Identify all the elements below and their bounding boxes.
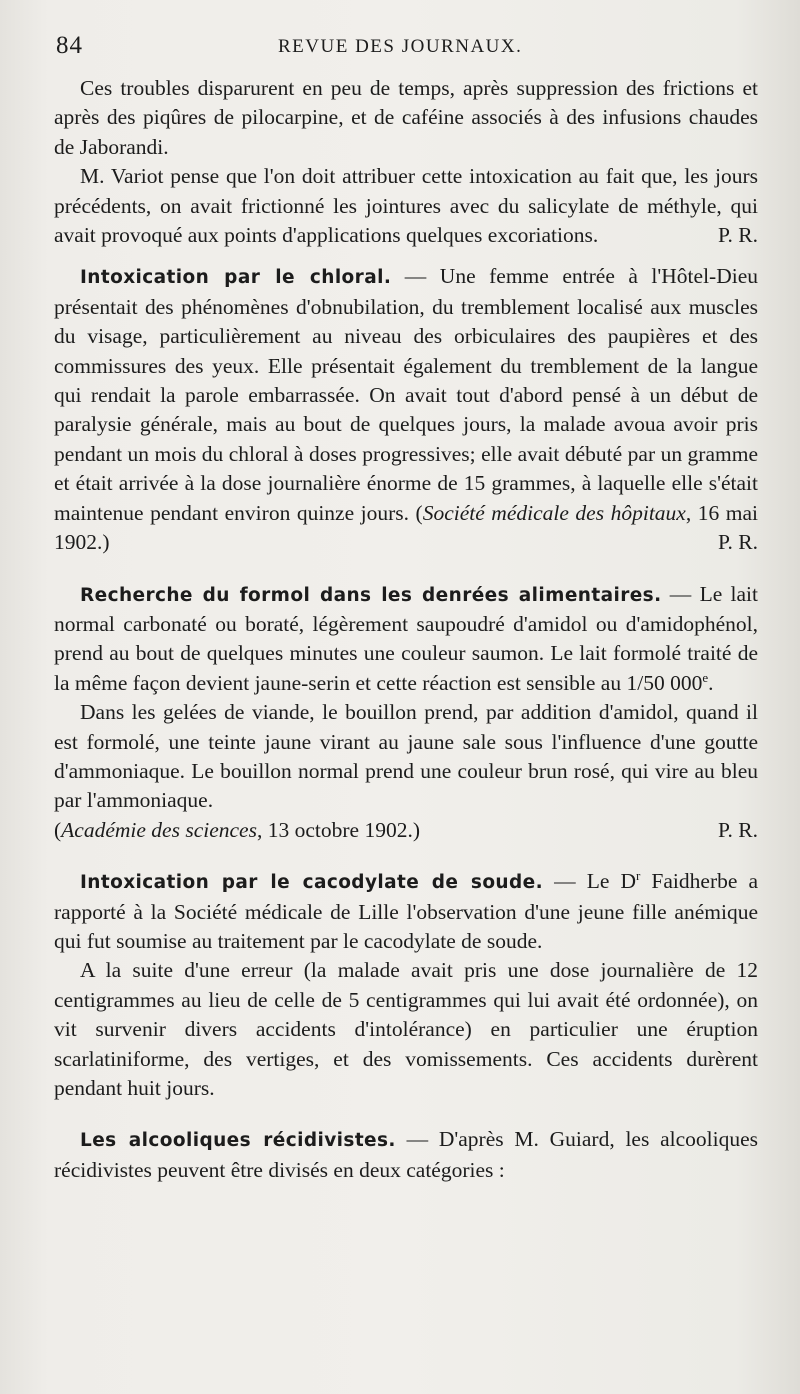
article-chloral [54,262,758,557]
article-formol [54,580,758,846]
paragraph-text: Ces troubles disparurent en peu de temps, après suppression des frictions et après des piqûres de pilocarpine, et de caféine associés à des infusions chaudes de Jaborandi. [54,76,758,159]
article-paragraph [54,580,758,699]
source-citation: Société médicale des hôpitaux [422,500,686,525]
article-paragraph [54,1125,758,1185]
paragraph-text: A la suite d'une erreur (la malade avait pris une dose journalière de 12 centigrammes au lieu de celle de 5 centigrammes qui lui avait été ordonnée), on vit survenir divers accidents d'intolérance) en particulier une éruption scarlatiniforme, des vertiges, et des vomissements. Ces accidents durèrent pendant huit jours. [54,958,758,1100]
author-initials: P. R. [717,223,758,248]
paragraph-text: Faidherbe a rapporté à la Société médicale de Lille l'observation d'une jeune fille anémique qui fut soumise au traitement par le cacodylate de soude. [54,869,759,953]
page-number: 84 [56,32,83,59]
article-title: Recherche du formol dans les denrées alimentaires. [80,584,662,606]
article-paragraph [54,956,758,1103]
article-paragraph [54,698,758,816]
paragraph-text: Dans les gelées de viande, le bouillon prend, par addition d'amidol, quand il est formolé, une teinte jaune virant au jaune sale sous l'influence d'une goutte d'ammoniaque. Le bouillon normal prend une couleur brun rosé, qui vire au bleu par l'ammoniaque. [54,700,758,813]
article-paragraph [54,867,758,956]
article-alcooliques [54,1125,758,1185]
article-cacodylate [54,867,758,1103]
author-initials: P. R. [717,530,758,555]
paragraph-text: — Le lait normal carbonaté ou boraté, légèrement saupoudré d'amidol ou d'amidophénol, prend au bout de quelques minutes une couleur saumon. Le lait formolé traité de la même façon devient jaune-serin et cette réaction est sensible au 1/50 000 [54,581,758,695]
article-paragraph [54,816,758,845]
paragraph-text: , 16 mai 1902.) [54,500,758,555]
paragraph-text: — Une femme entrée à l'Hôtel-Dieu présentait des phénomènes d'obnubilation, du tremblement localisé aux muscles du visage, particulièrement au niveau des orbiculaires des paupières et des commissures des yeux. Elle présentait également du tremblement de la langue qui rendait la parole embarrassée. On avait tout d'abord pensé à un début de paralysie générale, mais au bout de quelques jours, la malade avoua avoir pris pendant un mois du chloral à doses progressives; elle avait débuté par un gramme et était arrivée à la dose journalière énorme de 15 grammes, à laquelle elle s'était maintenue pendant environ quinze jours. ( [54,264,758,525]
continuation-paragraph-2 [54,162,758,250]
superscript: e [702,669,709,685]
continuation-paragraph-1 [54,74,758,162]
running-title: REVUE DES JOURNAUX. [278,36,523,57]
page-header [56,32,756,66]
paragraph-text: ( [54,817,62,842]
article-title: Les alcooliques récidivistes. [80,1130,396,1152]
article-paragraph [54,262,758,557]
paragraph-text: — Le D [554,869,636,894]
paragraph-text: M. Variot pense que l'on doit attribuer cette intoxication au fait que, les jours précédents, on avait frictionné les jointures avec du salicylate de méthyle, qui avait provoqué aux points d'applications quelques excoriations. [54,164,758,248]
article-title: Intoxication par le cacodylate de soude. [80,872,544,894]
superscript: r [636,868,641,883]
page-body [54,74,758,1185]
paragraph-text: , 13 octobre 1902.) [256,817,420,842]
paragraph-text: . [708,670,714,695]
author-initials: P. R. [717,817,758,842]
article-title: Intoxication par le chloral. [80,267,392,289]
source-citation: Académie des sciences [61,817,257,842]
paragraph-text: — D'après M. Guiard, les alcooliques récidivistes peuvent être divisés en deux catégories : [54,1127,758,1182]
